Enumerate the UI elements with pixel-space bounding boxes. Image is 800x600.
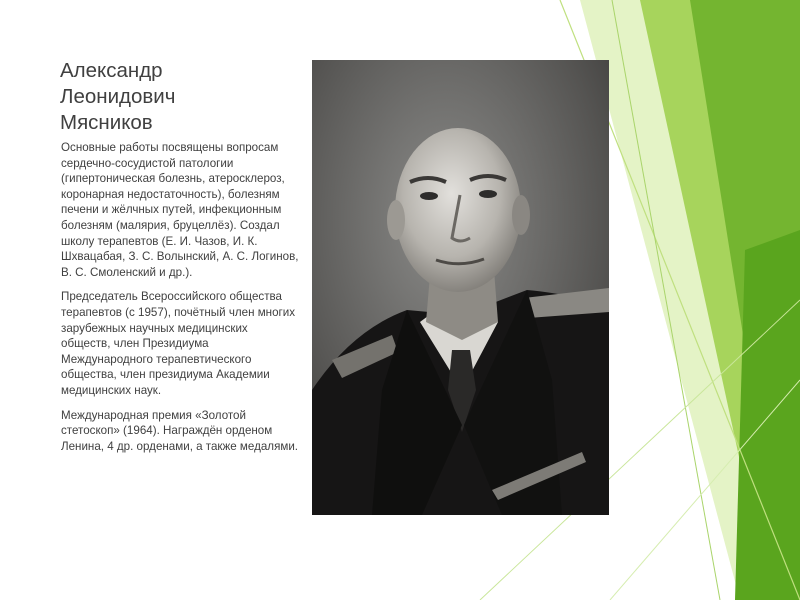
- slide-title: [60, 58, 310, 136]
- paragraph-awards: Международная премия «Золотой стетоскоп» (1964). Награждён орденом Ленина, 4 др. орденами, а также медалями.: [61, 408, 299, 453]
- paragraph-positions: Председатель Всероссийского общества терапевтов (с 1957), почётный член многих зарубежных научных медицинских обществ, член Президиума Международного терапевтического общества, член президиума Академии медицинских наук.: [61, 290, 296, 397]
- slide-body-text: [61, 140, 299, 463]
- title-surname: Мясников: [60, 111, 153, 134]
- title-patronymic: Леонидович: [60, 85, 176, 108]
- portrait-photo: [312, 60, 609, 515]
- title-first-name: Александр: [60, 59, 163, 82]
- deco-accent-triangle: [735, 230, 800, 600]
- paragraph-research: Основные работы посвящены вопросам сердечно-сосудистой патологии (гипертоническая болезнь, атеросклероз, коронарная недостаточность), болезням печени и жёлчных путей, инфекционным болезням (малярия, бруцеллёз). Создал школу терапевтов (Е. И. Чазов, И. К. Шхвацабая, З. С. Волынский, А. С. Логинов, В. С. Смоленский и др.).: [61, 141, 299, 279]
